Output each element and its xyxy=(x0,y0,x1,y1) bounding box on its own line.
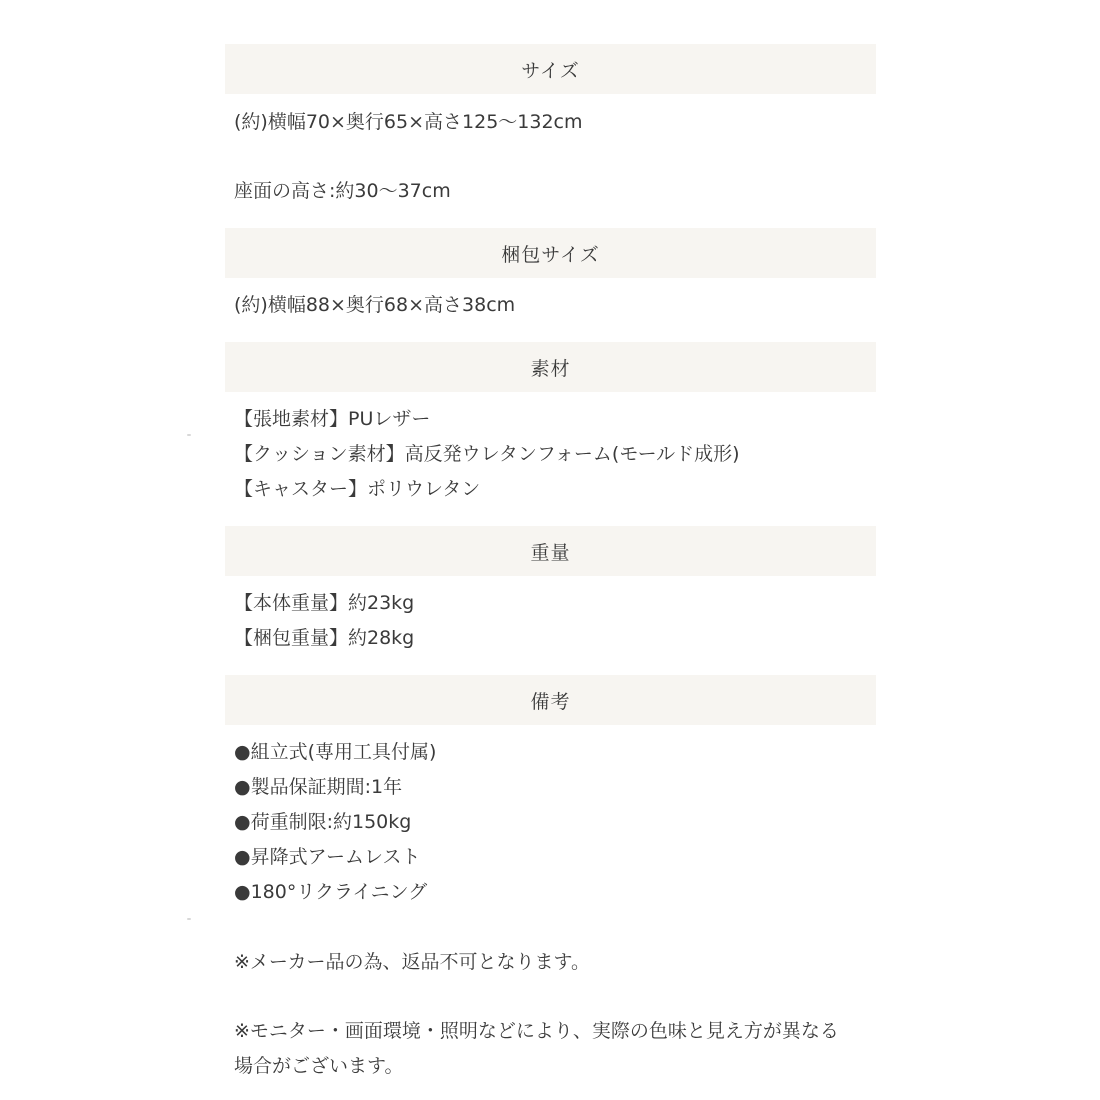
edge-mark xyxy=(187,434,191,436)
section-heading-weight: 重量 xyxy=(225,526,876,576)
note-color-disclaimer: ※モニター・画面環境・照明などにより、実際の色味と見え方が異なる xyxy=(234,1020,839,1042)
note-reclining: ●180°リクライニング xyxy=(234,881,428,903)
material-upholstery: 【張地素材】PUレザー xyxy=(234,408,431,430)
note-no-returns: ※メーカー品の為、返品不可となります。 xyxy=(234,951,591,973)
section-heading-material: 素材 xyxy=(225,342,876,392)
note-warranty: ●製品保証期間:1年 xyxy=(234,776,403,798)
seat-height: 座面の高さ:約30〜37cm xyxy=(234,180,451,202)
section-heading-package-size: 梱包サイズ xyxy=(225,228,876,278)
section-heading-size: サイズ xyxy=(225,44,876,94)
edge-mark xyxy=(187,918,191,920)
note-assembly: ●組立式(専用工具付属) xyxy=(234,741,437,763)
note-armrest: ●昇降式アームレスト xyxy=(234,846,421,868)
section-heading-notes: 備考 xyxy=(225,675,876,725)
note-load-limit: ●荷重制限:約150kg xyxy=(234,811,412,833)
weight-body: 【本体重量】約23kg xyxy=(234,592,415,614)
weight-package: 【梱包重量】約28kg xyxy=(234,627,415,649)
note-color-disclaimer-continued: 場合がございます。 xyxy=(234,1055,404,1077)
material-caster: 【キャスター】ポリウレタン xyxy=(234,478,481,500)
package-dimensions: (約)横幅88×奥行68×高さ38cm xyxy=(234,294,516,316)
material-cushion: 【クッション素材】高反発ウレタンフォーム(モールド成形) xyxy=(234,443,740,465)
size-dimensions: (約)横幅70×奥行65×高さ125〜132cm xyxy=(234,111,583,133)
